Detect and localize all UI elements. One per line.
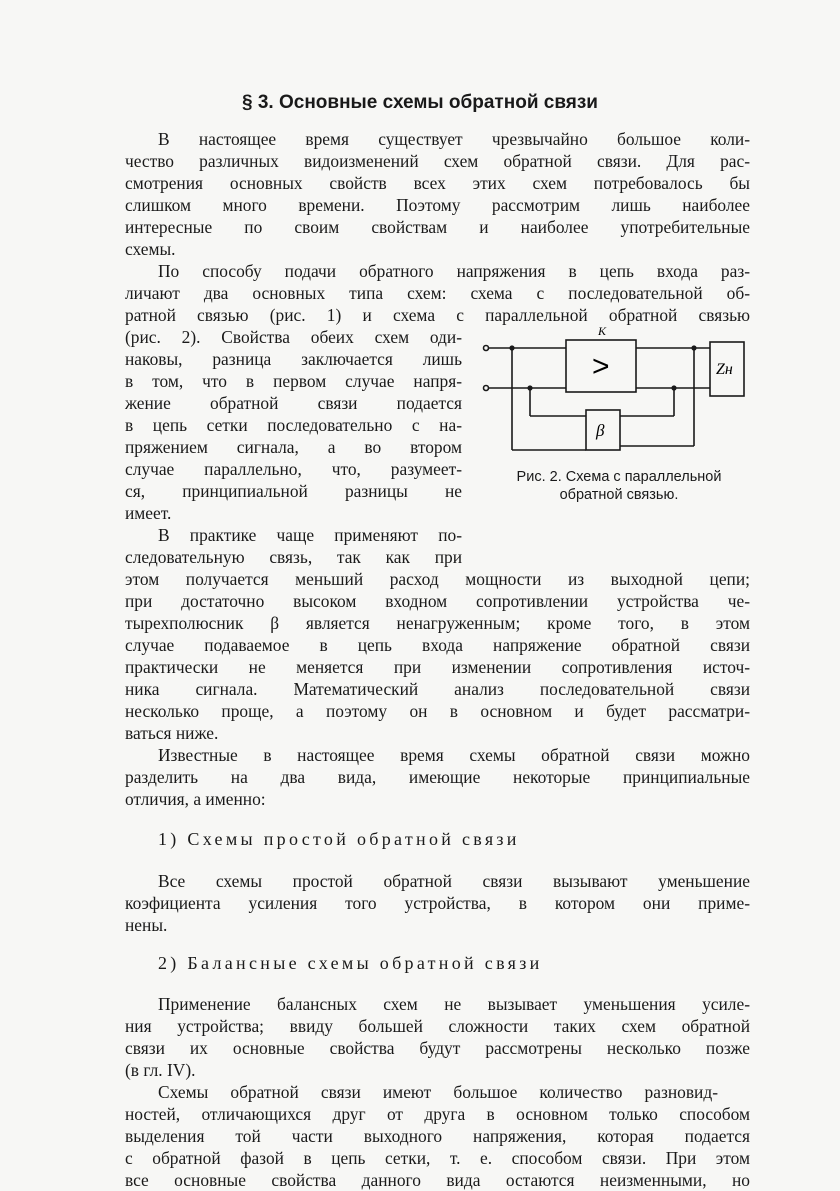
- text-line: В практике чаще применяют по-: [158, 525, 462, 545]
- text-line: следовательную связь, так как при: [125, 547, 462, 567]
- text-line: пряжением сигнала, а во втором: [125, 437, 462, 457]
- text-line: выделения той части выходного напряжения, которая подается: [125, 1126, 750, 1146]
- parallel-feedback-diagram: [478, 322, 750, 462]
- text-line: при достаточно высоком входном сопротивлении устройства че-: [125, 591, 750, 611]
- text-line: жение обратной связи подается: [125, 393, 462, 413]
- text-line: личают два основных типа схем: схема с последовательной об-: [125, 283, 750, 303]
- text-line: схемы.: [125, 239, 176, 259]
- text-line: нены.: [125, 915, 168, 935]
- text-line: имеет.: [125, 503, 172, 523]
- figure-caption: [488, 468, 750, 504]
- text-line: смотрения основных свойств всех этих схем потребовалось бы: [125, 173, 750, 193]
- text-line: все основные свойства данного вида остаются неизменными, но: [125, 1170, 750, 1190]
- text-line: этом получается меньший расход мощности из выходной цепи;: [125, 569, 750, 589]
- text-line: случае параллельно, что, разумеет-: [125, 459, 462, 479]
- text-line: разделить на два вида, имеющие некоторые принципиальные: [125, 767, 750, 787]
- text-line: слишком много времени. Поэтому рассмотрим лишь наиболее: [125, 195, 750, 215]
- text-line: наковы, разница заключается лишь: [125, 349, 462, 369]
- subheading-balanced-feedback: 2) Балансные схемы обратной связи: [158, 953, 543, 973]
- text-line: Схемы обратной связи имеют большое количество разновид-: [158, 1082, 718, 1102]
- text-line: практически не меняется при изменении сопротивления источ-: [125, 657, 750, 677]
- text-line: отличия, а именно:: [125, 789, 266, 809]
- input-terminal-bottom: [484, 386, 489, 391]
- text-line: Применение балансных схем не вызывает уменьшения усиле-: [158, 994, 750, 1014]
- load-label: Zн: [716, 361, 733, 378]
- text-line: ностей, отличающихся друг от друга в основном только способом: [125, 1104, 750, 1124]
- text-line: связи их основные свойства будут рассмотрены несколько позже: [125, 1038, 750, 1058]
- text-line: интересные по своим свойствам и наиболее употребительные: [125, 217, 750, 237]
- text-line: В настоящее время существует чрезвычайно большое коли-: [158, 129, 750, 149]
- text-line: несколько проще, а поэтому он в основном и будет рассматри-: [125, 701, 750, 721]
- text-line: ваться ниже.: [125, 723, 219, 743]
- text-line: ся, принципиальной разницы не: [125, 481, 462, 501]
- amplifier-symbol: >: [592, 350, 610, 383]
- text-line: чество различных видоизменений схем обратной связи. Для рас-: [125, 151, 750, 171]
- caption-line: Рис. 2. Схема с параллельной: [516, 469, 722, 485]
- text-line: (в гл. IV).: [125, 1060, 196, 1080]
- text-line: в цепь сетки последовательно с на-: [125, 415, 462, 435]
- text-line: (рис. 2). Свойства обеих схем оди-: [125, 327, 462, 347]
- amplifier-label: K: [598, 324, 607, 338]
- text-line: коэфициента усиления того устройства, в котором они приме-: [125, 893, 750, 913]
- caption-line: обратной связью.: [559, 487, 679, 503]
- text-line: ника сигнала. Математический анализ последовательной связи: [125, 679, 750, 699]
- text-line: с обратной фазой в цепь сетки, т. е. способом связи. При этом: [125, 1148, 750, 1168]
- text-line: Известные в настоящее время схемы обратной связи можно: [158, 745, 750, 765]
- text-line: Все схемы простой обратной связи вызывают уменьшение: [158, 871, 750, 891]
- text-line: ратной связью (рис. 1) и схема с параллельной обратной связью: [125, 305, 750, 325]
- text-line: случае подаваемое в цепь входа напряжение обратной связи: [125, 635, 750, 655]
- section-heading: § 3. Основные схемы обратной связи: [242, 92, 598, 113]
- text-line: По способу подачи обратного напряжения в цепь входа раз-: [158, 261, 750, 281]
- text-line: ния устройства; ввиду большей сложности таких схем обратной: [125, 1016, 750, 1036]
- feedback-label: β: [596, 421, 605, 440]
- input-terminal-top: [484, 346, 489, 351]
- text-line: тырехполюсник β является ненагруженным; кроме того, в этом: [125, 613, 750, 633]
- text-line: в том, что в первом случае напря-: [125, 371, 462, 391]
- subheading-simple-feedback: 1) Схемы простой обратной связи: [158, 829, 520, 849]
